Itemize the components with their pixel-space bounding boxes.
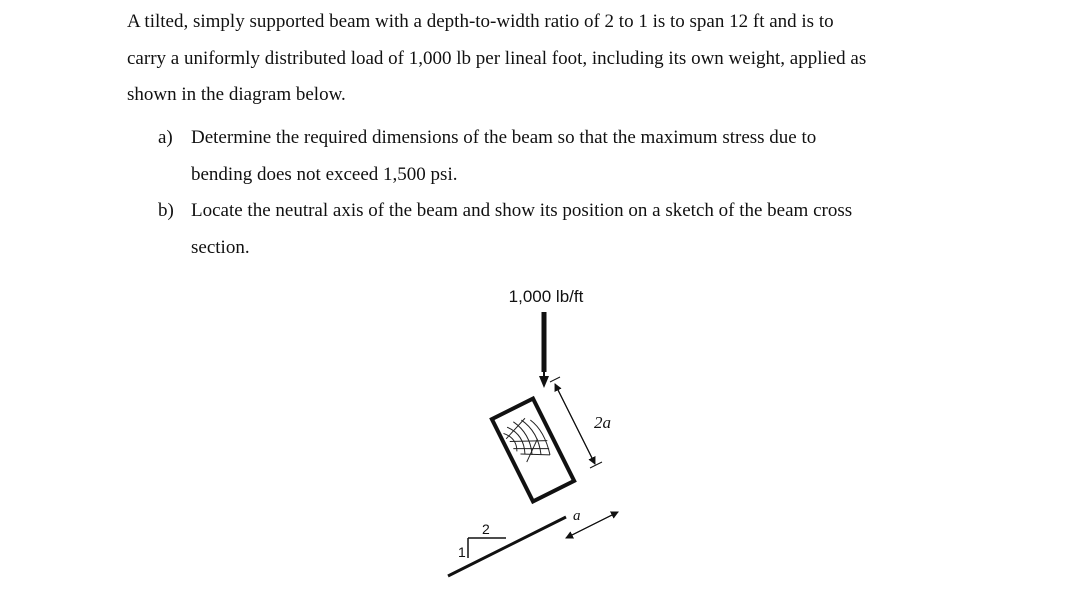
beam-section [492,399,574,502]
statement-line: carry a uniformly distributed load of 1,000 lb per lineal foot, including its own weight, applied as [127,47,867,69]
part-marker: a) [158,127,173,148]
part-marker: b) [158,200,174,221]
part-a [158,120,958,193]
part-b [158,193,958,266]
part-line: Locate the neutral axis of the beam and show its position on a sketch of the beam cross [191,200,853,221]
width-label: a [573,508,581,524]
statement-line: A tilted, simply supported beam with a depth-to-width ratio of 2 to 1 is to span 12 ft and is to [127,11,834,32]
part-line: bending does not exceed 1,500 psi. [191,163,458,185]
beam-diagram [420,272,680,602]
slope-run-label: 2 [482,521,490,537]
part-line: Determine the required dimensions of the beam so that the maximum stress due to [191,127,817,148]
part-line: section. [191,236,250,258]
slope-rise-label: 1 [458,544,466,560]
load-label: 1,000 lb/ft [508,287,584,306]
statement-line: shown in the diagram below. [127,84,346,105]
load-arrow [539,312,549,388]
problem-statement [127,4,987,114]
beam-cross-section-figure [420,272,680,602]
depth-label: 2a [594,413,611,432]
